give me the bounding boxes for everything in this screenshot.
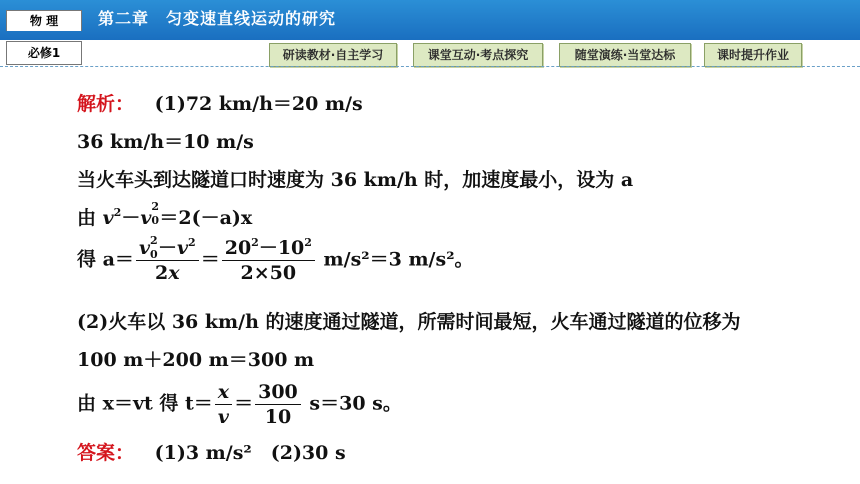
eq-v0-squared: v (140, 207, 152, 229)
solution-line-3: 当火车头到达隧道口时速度为 36 km/h 时，加速度最小，设为 a (77, 169, 634, 191)
eq-v-squared: v (102, 207, 114, 229)
eq-prefix: 由 (77, 207, 103, 229)
solution-line-1 (77, 89, 363, 116)
answer-line (77, 438, 346, 465)
solution-line-7: 100 m＋200 m＝300 m (77, 349, 315, 371)
grade-tab: 必修1 (6, 41, 82, 65)
solution-label: 解析： (77, 93, 135, 115)
nav-interaction-button[interactable]: 课堂互动·考点探究 (413, 43, 543, 67)
accel-fraction-symbolic: v 2 0 $-v^2$ 2x (136, 237, 199, 284)
nav-study-button[interactable]: 研读教材·自主学习 (269, 43, 397, 67)
answer-text: (1)3 m/s² (2)30 s (154, 442, 346, 464)
time-prefix: 由 x＝vt 得 t＝ (77, 392, 213, 415)
time-suffix: s＝30 s。 (302, 392, 402, 415)
eq-rhs: ＝2(－a)x (159, 207, 253, 229)
subject-tab: 物 理 (6, 10, 82, 31)
answer-label: 答案： (77, 442, 135, 464)
nav-practice-button[interactable]: 随堂演练·当堂达标 (559, 43, 691, 67)
nav-divider (0, 66, 860, 67)
accel-prefix: 得 a＝ (77, 248, 134, 271)
solution-line-2: 36 km/h＝10 m/s (77, 131, 254, 153)
solution-line-5: 得 a＝ v 2 0 $-v^2$ 2x ＝ $\frac{20^2-10^2}{2\times 50}$ m/s²＝3 m/s²。 (77, 234, 474, 284)
time-fraction-symbolic: $\frac{x}{v}$ (215, 381, 232, 428)
time-fraction-numeric: $\frac{300}{10}$ (255, 381, 301, 428)
solution-line-8: 由 x＝vt 得 t＝ $\frac{x}{v}$ ＝ $\frac{300}{10}$ s＝30 s。 (77, 381, 402, 428)
solution-text: (1)72 km/h＝20 m/s (154, 93, 363, 115)
chapter-title: 第二章 匀变速直线运动的研究 (98, 9, 337, 28)
accel-fraction-numeric: $\frac{20^2-10^2}{2\times 50}$ (222, 237, 315, 284)
accel-suffix: m/s²＝3 m/s²。 (316, 248, 474, 271)
solution-line-6: (2)火车以 36 km/h 的速度通过隧道，所需时间最短，火车通过隧道的位移为 (77, 311, 741, 333)
nav-homework-button[interactable]: 课时提升作业 (704, 43, 802, 67)
solution-line-4: 由 $v^2-v$ 2 0 ＝2(－a)x (77, 200, 253, 229)
